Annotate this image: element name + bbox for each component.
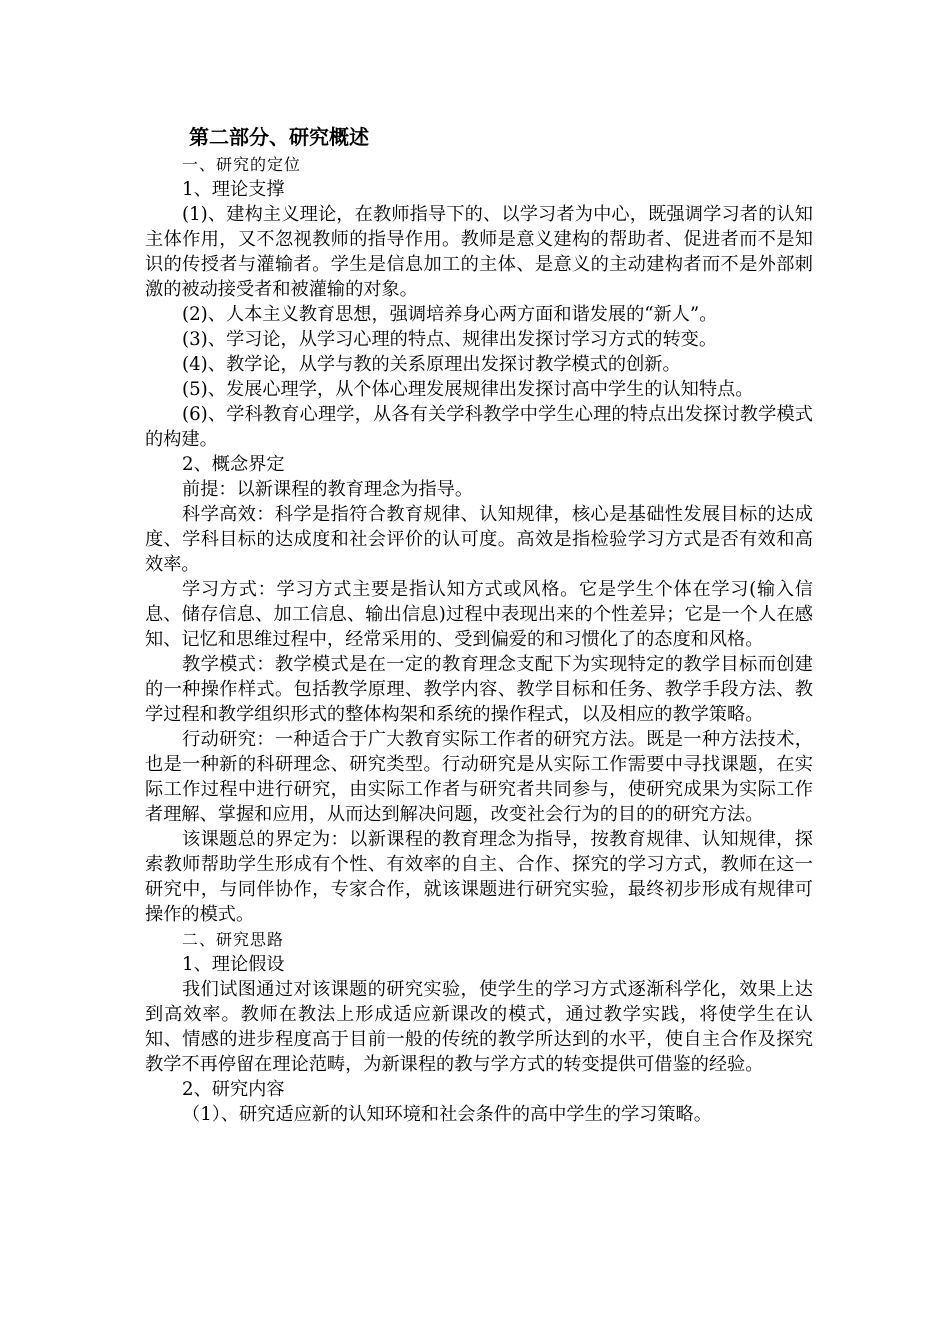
paragraph-action-research: 行动研究：一种适合于广大教育实际工作者的研究方法。既是一种方法技术，也是一种新的科研理念、研究类型。行动研究是从实际工作需要中寻找课题，在实际工作过程中进行研究，由实际工作者与研究者共同参与，使研究成果为实际工作者理解、掌握和应用，从而达到解决问题，改变社会行为的目的的研究方法。 bbox=[145, 729, 813, 825]
paragraph-research-content-1: （1）、研究适应新的认知环境和社会条件的高中学生的学习策略。 bbox=[182, 1104, 712, 1125]
subheading-concept-definition: 2、概念界定 bbox=[182, 454, 285, 475]
paragraph-scientific-efficiency: 科学高效：科学是指符合教育规律、认知规律，核心是基础性发展目标的达成度、学科目标的达成度和社会评价的认可度。高效是指检验学习方式是否有效和高效率。 bbox=[145, 504, 813, 575]
section-heading-positioning: 一、研究的定位 bbox=[182, 155, 302, 174]
paragraph-overall-definition: 该课题总的界定为：以新课程的教育理念为指导，按教育规律、认知规律，探索教师帮助学生形成有个性、有效率的自主、合作、探究的学习方式，教师在这一研究中，与同伴协作，专家合作，就该课题进行研究实验，最终初步形成有规律可操作的模式。 bbox=[145, 829, 813, 925]
section-heading-research-approach: 二、研究思路 bbox=[182, 930, 285, 949]
paragraph-premise: 前提：以新课程的教育理念为指导。 bbox=[182, 479, 474, 500]
paragraph-teaching-model: 教学模式：教学模式是在一定的教育理念支配下为实现特定的教学目标而创建的一种操作样式。包括教学原理、教学内容、教学目标和任务、教学手段方法、教学过程和教学组织形式的整体构架和系统的操作程式，以及相应的教学策略。 bbox=[145, 654, 813, 725]
paragraph-learning-theory: (3)、学习论，从学习心理的特点、规律出发探讨学习方式的转变。 bbox=[182, 329, 718, 350]
paragraph-hypothesis: 我们试图通过对该课题的研究实验，使学生的学习方式逐渐科学化，效果上达到高效率。教师在教法上形成适应新课改的模式，通过教学实践，将使学生在认知、情感的进步程度高于目前一般的传统的教学所达到的水平，使自主合作及探究教学不再停留在理论范畴，为新课程的教与学方式的转变提供可借鉴的经验。 bbox=[145, 979, 813, 1075]
page-title: 第二部分、研究概述 bbox=[189, 125, 369, 149]
paragraph-developmental-psychology: (5)、发展心理学，从个体心理发展规律出发探讨高中学生的认知特点。 bbox=[182, 379, 754, 400]
document-body bbox=[145, 122, 813, 1127]
subheading-hypothesis: 1、理论假设 bbox=[182, 954, 285, 975]
paragraph-teaching-theory: (4)、教学论，从学与教的关系原理出发探讨教学模式的创新。 bbox=[182, 354, 681, 375]
paragraph-learning-style: 学习方式：学习方式主要是指认知方式或风格。它是学生个体在学习(输入信息、储存信息、加工信息、输出信息)过程中表现出来的个性差异；它是一个人在感知、记忆和思维过程中，经常采用的、受到偏爱的和习惯化了的态度和风格。 bbox=[145, 579, 813, 650]
subheading-theory-support: 1、理论支撑 bbox=[182, 179, 285, 200]
subheading-research-content: 2、研究内容 bbox=[182, 1079, 285, 1100]
paragraph-constructivism: (1)、建构主义理论，在教师指导下的、以学习者为中心，既强调学习者的认知主体作用，又不忽视教师的指导作用。教师是意义建构的帮助者、促进者而不是知识的传授者与灌输者。学生是信息加工的主体、是意义的主动建构者而不是外部刺激的被动接受者和被灌输的对象。 bbox=[145, 204, 813, 300]
paragraph-humanism: (2)、人本主义教育思想，强调培养身心两方面和谐发展的“新人”。 bbox=[182, 304, 718, 325]
paragraph-subject-psychology: (6)、学科教育心理学，从各有关学科教学中学生心理的特点出发探讨教学模式的构建。 bbox=[145, 404, 813, 450]
